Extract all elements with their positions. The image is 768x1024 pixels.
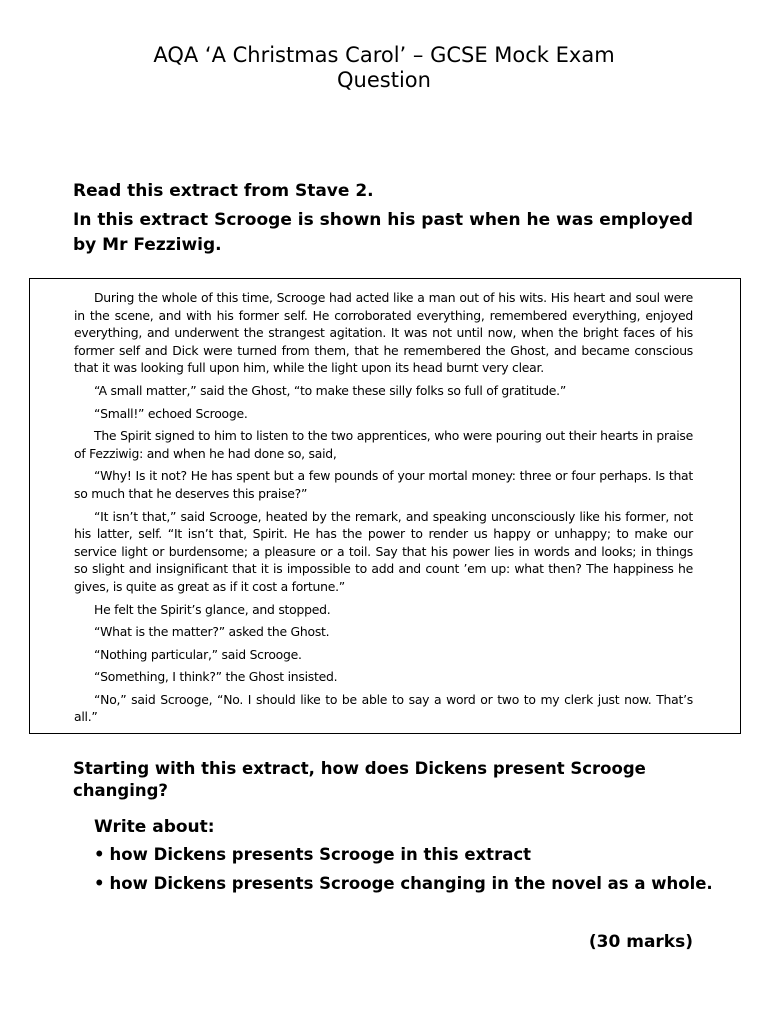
- bullet-item: [94, 844, 734, 866]
- marks-label: (30 marks): [588, 932, 693, 952]
- extract-paragraph: “A small matter,” said the Ghost, “to make these silly folks so full of gratitude.”: [94, 382, 567, 398]
- bullet-text: how Dickens presents Scrooge changing in the novel as a whole.: [109, 874, 713, 893]
- intro-context: In this extract Scrooge is shown his past when he was employed by Mr Fezziwig.: [73, 210, 693, 255]
- intro-instruction: Read this extract from Stave 2.: [73, 181, 374, 201]
- extract-paragraph: “What is the matter?” asked the Ghost.: [94, 624, 330, 640]
- extract-text: [74, 289, 693, 731]
- extract-paragraph: The Spirit signed to him to listen to the two apprentices, who were pouring out their hearts in praise of Fezziwig: and when he had done so, said,: [74, 428, 693, 461]
- extract-paragraph: He felt the Spirit’s glance, and stopped.: [94, 601, 331, 617]
- bullet-text: how Dickens presents Scrooge in this extract: [109, 845, 532, 864]
- extract-paragraph: During the whole of this time, Scrooge had acted like a man out of his wits. His heart and soul were in the scene, and with his former self. He corroborated everything, remembered everything, enjoyed everything, and underwent the strangest agitation. It was not until now, when the bright faces of his former self and Dick were turned from them, that he remembered the Ghost, and became conscious that it was looking full upon him, while the light upon its head burnt very clear.: [74, 290, 693, 376]
- extract-paragraph: “Small!” echoed Scrooge.: [94, 405, 248, 421]
- extract-paragraph: “Something, I think?” the Ghost insisted.: [94, 669, 338, 685]
- page-title: [100, 43, 668, 93]
- bullet-icon: •: [94, 874, 105, 893]
- extract-paragraph: “Why! Is it not? He has spent but a few pounds of your mortal money: three or four perhaps. Is that so much that he deserves this praise?”: [74, 468, 693, 501]
- title-line-1: AQA ‘A Christmas Carol’ – GCSE Mock Exam: [153, 43, 615, 67]
- write-about-label: Write about:: [94, 817, 215, 837]
- bullet-item: [94, 873, 734, 895]
- extract-box: [29, 278, 741, 734]
- title-line-2: Question: [337, 68, 431, 92]
- extract-paragraph: “It isn’t that,” said Scrooge, heated by the remark, and speaking unconsciously like his former, not his latter, self. “It isn’t that, Spirit. He has the power to render us happy or unhappy; to make our service light or burdensome; a pleasure or a toil. Say that his power lies in words and looks; in things so slight and insignificant that it is impossible to add and count ’em up: what then? The happiness he gives, is quite as great as if it cost a fortune.”: [74, 508, 693, 594]
- bullet-icon: •: [94, 845, 105, 864]
- exam-question: Starting with this extract, how does Dickens present Scrooge changing?: [73, 759, 646, 800]
- extract-paragraph: “Nothing particular,” said Scrooge.: [94, 646, 302, 662]
- extract-paragraph: “No,” said Scrooge, “No. I should like to be able to say a word or two to my clerk just now. That’s all.”: [74, 691, 693, 725]
